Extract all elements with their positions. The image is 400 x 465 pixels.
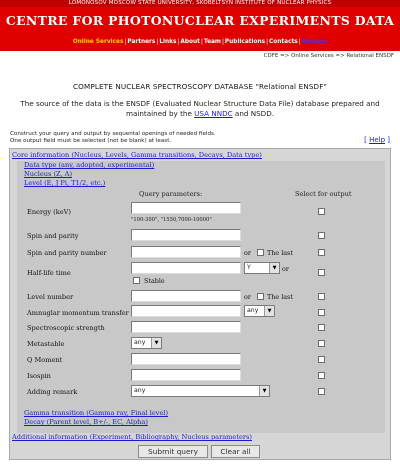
spectroscopic-output-checkbox[interactable] (318, 324, 325, 331)
level-number-label: Level number (27, 293, 74, 301)
energy-label: Energy (keV) (27, 208, 71, 216)
header-banner (0, 7, 400, 51)
energy-input[interactable] (131, 202, 241, 214)
or-text: or (244, 249, 251, 257)
q-moment-output-checkbox[interactable] (318, 356, 325, 363)
half-life-unit-select[interactable] (244, 262, 280, 274)
metastable-label: Metastable (27, 340, 65, 348)
nav-online-services[interactable]: Online Services (72, 39, 124, 45)
instruction-line-2: One output field must be selected (not be blank) at least. (10, 138, 172, 144)
remark-select-value: any (134, 387, 146, 394)
energy-output-checkbox[interactable] (318, 208, 325, 215)
main-nav (0, 39, 400, 45)
query-parameters-header: Query parameters: (139, 190, 203, 198)
nucleus-link[interactable]: Nucleus (Z, A) (24, 170, 73, 178)
q-moment-label: Q Moment (27, 356, 63, 364)
additional-info-link[interactable]: Additional information (Experiment, Bibliography, Nucleus parameters) (12, 433, 252, 441)
source-description (10, 99, 390, 119)
chevron-down-icon: ▼ (151, 338, 161, 348)
nav-separator: | (221, 39, 224, 45)
level-number-input[interactable] (131, 290, 241, 302)
amm-input[interactable] (131, 305, 241, 317)
nav-separator: | (266, 39, 269, 45)
half-life-output-checkbox[interactable] (318, 269, 325, 276)
isospin-input[interactable] (131, 369, 241, 381)
level-number-last-checkbox[interactable] (257, 293, 264, 300)
usa-nndc-link[interactable]: USA NNDC (194, 109, 233, 118)
metastable-select-value: any (134, 339, 146, 346)
spin-parity-last-checkbox[interactable] (257, 249, 264, 256)
the-last-label: The last (267, 249, 293, 257)
core-info-link[interactable]: Core information (Nucleus, Levels, Gamma transitions, Decays, Data type) (12, 151, 262, 159)
or-text: or (282, 265, 289, 273)
spin-parity-number-label: Spin and parity number (27, 249, 107, 257)
stable-checkbox[interactable] (133, 277, 140, 284)
data-type-link[interactable]: Data type (any, adopted, experimental) (24, 161, 155, 169)
metastable-select[interactable] (131, 337, 162, 349)
nav-publications[interactable]: Publications (224, 39, 266, 45)
gamma-transition-link[interactable]: Gamma transition (Gamma ray, Final level) (24, 409, 169, 417)
half-life-unit-value: Y (247, 264, 251, 271)
amm-output-checkbox[interactable] (318, 309, 325, 316)
nav-about[interactable]: About (180, 39, 200, 45)
metastable-output-checkbox[interactable] (318, 340, 325, 347)
q-moment-input[interactable] (131, 353, 241, 365)
nav-separator: | (200, 39, 203, 45)
nav-links[interactable]: Links (159, 39, 177, 45)
chevron-down-icon: ▼ (264, 306, 274, 316)
remark-output-checkbox[interactable] (318, 388, 325, 395)
spectroscopic-input[interactable] (131, 321, 241, 333)
spin-parity-number-output-checkbox[interactable] (318, 249, 325, 256)
submit-query-button[interactable]: Submit query (138, 445, 208, 458)
remark-select[interactable] (131, 385, 270, 397)
page-title: COMPLETE NUCLEAR SPECTROSCOPY DATABASE "Relational ENSDF" (73, 82, 327, 91)
nav-separator: | (177, 39, 180, 45)
clear-all-button[interactable]: Clear all (211, 445, 260, 458)
amm-select[interactable] (244, 305, 275, 317)
instructions (10, 131, 216, 145)
nav-separator: | (156, 39, 159, 45)
core-info-section (17, 161, 385, 433)
site-title: CENTRE FOR PHOTONUCLEAR EXPERIMENTS DATA (5, 13, 395, 28)
decay-link[interactable]: Decay (Parent level, B+/-, EC, Alpha) (24, 418, 148, 426)
nav-russian[interactable]: Russian (301, 39, 328, 45)
spin-parity-output-checkbox[interactable] (318, 232, 325, 239)
instruction-line-1: Construct your query and output by sequental openings of needed fields. (10, 131, 216, 137)
source-text: The source of the data is the ENSDF (Evaluated Nuclear Structure Data File) database prepared and maintained by the (20, 99, 380, 118)
nav-contacts[interactable]: Contacts (269, 39, 298, 45)
help-link-wrap: [ Help ] (364, 136, 390, 144)
nav-separator: | (124, 39, 127, 45)
source-text-end: and NSDD. (232, 109, 275, 118)
help-link[interactable]: Help (369, 136, 386, 144)
amm-label: Amnuglar momentum transfer (27, 309, 129, 317)
nav-separator: | (298, 39, 301, 45)
query-form-panel (9, 148, 391, 460)
half-life-label: Half-life time (27, 269, 71, 277)
or-text: or (244, 293, 251, 301)
energy-hint: "100-300", "1550,7000-10000" (131, 217, 212, 223)
chevron-down-icon: ▼ (269, 263, 279, 273)
spin-parity-label: Spin and parity (27, 232, 79, 240)
breadcrumb: CDFE => Online Services => Relational ENSDF (263, 53, 394, 59)
spin-parity-number-input[interactable] (131, 246, 241, 258)
chevron-down-icon: ▼ (259, 386, 269, 396)
nav-team[interactable]: Team (203, 39, 221, 45)
amm-select-value: any (247, 307, 259, 314)
spin-parity-input[interactable] (131, 229, 241, 241)
the-last-label: The last (267, 293, 293, 301)
select-output-header: Select for output (295, 190, 352, 198)
spectroscopic-label: Spectroscopic strength (27, 324, 105, 332)
isospin-label: Isospin (27, 372, 51, 380)
half-life-input[interactable] (131, 262, 241, 274)
remark-label: Adding remark (27, 388, 78, 396)
stable-label: Stable (144, 277, 165, 285)
nav-partners[interactable]: Partners (127, 39, 156, 45)
level-number-output-checkbox[interactable] (318, 293, 325, 300)
isospin-output-checkbox[interactable] (318, 372, 325, 379)
level-link[interactable]: Level (E, J Pi, T1/2, etc.) (24, 179, 106, 187)
university-bar: LOMONOSOV MOSCOW STATE UNIVERSITY, SKOBELTSYN INSTITUTE OF NUCLEAR PHYSICS (0, 0, 400, 7)
